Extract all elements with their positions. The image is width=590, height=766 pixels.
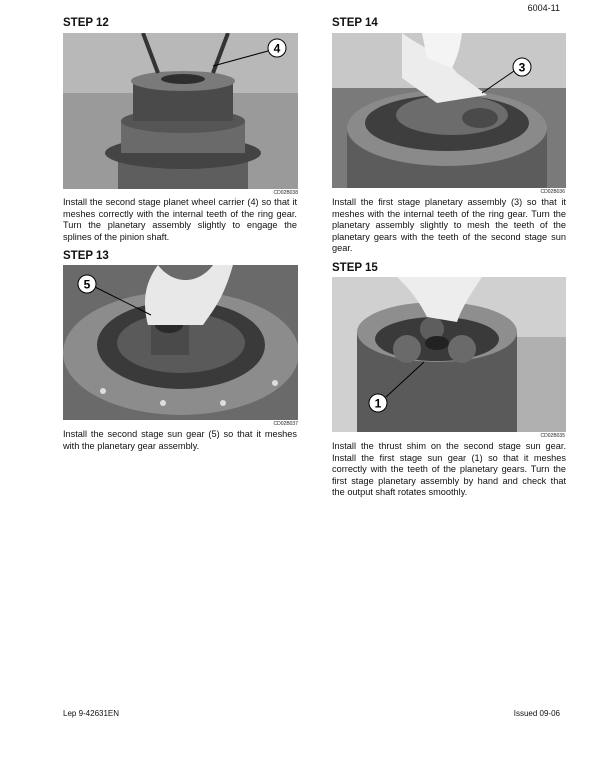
step-12-text: Install the second stage planet wheel carrier (4) so that it meshes correctly with the internal teeth of the ring gear. Turn the planetary assembly slightly to engage the splines of the pinion shaft. [63,197,297,242]
step-14-photo [332,33,566,188]
step-13-photo [63,265,298,420]
step-13-text: Install the second stage sun gear (5) so that it meshes with the planetary gear assembly. [63,429,297,451]
step-15-image-code: CD02B035 [540,433,565,439]
step-12-title: STEP 12 [63,17,109,29]
callout-4: 4 [273,41,281,56]
footer-issue-date: Issued 09-06 [513,709,560,718]
step-15-photo [332,277,566,432]
step-12-image-code: CD02B038 [273,190,298,196]
step-13-title: STEP 13 [63,250,109,262]
callout-3: 3 [518,60,526,75]
step-15-text: Install the thrust shim on the second stage sun gear. Install the first stage sun gear (1) so that it meshes correctly with the teeth of the planetary gears. Turn the first stage planetary assembly by hand and check that the output shaft rotates smoothly. [332,441,566,498]
step-14-title: STEP 14 [332,17,378,29]
step-12-photo [63,33,298,189]
callout-1: 1 [374,396,382,411]
page-number: 6004-11 [527,3,560,13]
step-14-image-code: CD02B036 [540,189,565,195]
step-14-text: Install the first stage planetary assembly (3) so that it meshes with the internal teeth of the ring gear. Turn the planetary assembly slightly to mesh the teeth of the planetary gears with the teeth of the second stage sun gear. [332,197,566,254]
footer-document-code: Lep 9-42631EN [63,709,120,718]
step-13-image-code: CD02B037 [273,421,298,427]
callout-5: 5 [83,277,91,292]
step-15-title: STEP 15 [332,262,378,274]
